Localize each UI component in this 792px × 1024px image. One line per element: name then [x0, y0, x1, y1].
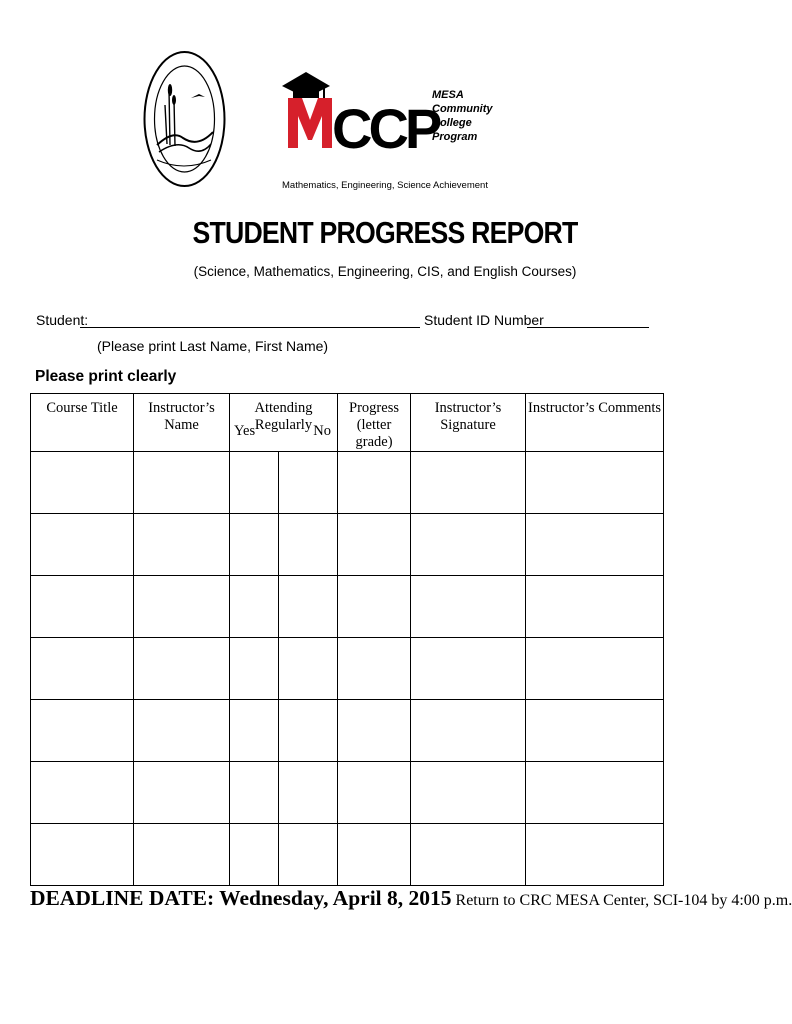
header-course-title: Course Title: [31, 394, 134, 452]
course-title-cell[interactable]: [31, 576, 134, 638]
attending-no-cell[interactable]: [279, 762, 338, 824]
college-seal-logo: [143, 50, 226, 188]
attending-yes-cell[interactable]: [230, 762, 279, 824]
signature-cell[interactable]: [411, 638, 526, 700]
progress-cell[interactable]: [338, 576, 411, 638]
attending-no-cell[interactable]: [279, 452, 338, 514]
svg-text:CCP: CCP: [332, 97, 439, 160]
progress-cell[interactable]: [338, 700, 411, 762]
print-name-note: (Please print Last Name, First Name): [97, 338, 329, 354]
instructor-name-cell[interactable]: [134, 762, 230, 824]
attending-no-cell[interactable]: [279, 638, 338, 700]
comments-cell[interactable]: [526, 576, 664, 638]
progress-sublabel: (letter grade): [355, 417, 393, 450]
svg-text:College: College: [432, 117, 472, 129]
header-instructor-comments: Instructor’s Comments: [526, 394, 664, 452]
table-row: [31, 452, 664, 514]
attending-no-label: No: [313, 423, 332, 439]
signature-cell[interactable]: [411, 514, 526, 576]
attending-yes-cell[interactable]: [230, 452, 279, 514]
attending-yes-cell[interactable]: [230, 824, 279, 886]
progress-cell[interactable]: [338, 514, 411, 576]
instructor-name-cell[interactable]: [134, 452, 230, 514]
progress-table: [30, 393, 664, 886]
table-row: [31, 700, 664, 762]
signature-cell[interactable]: [411, 576, 526, 638]
page-subtitle: (Science, Mathematics, Engineering, CIS, and English Courses): [193, 264, 577, 279]
comments-cell[interactable]: [526, 514, 664, 576]
progress-cell[interactable]: [338, 762, 411, 824]
signature-label-1: Instructor’s: [434, 400, 502, 416]
deadline-instructions: Return to CRC MESA Center, SCI-104 by 4:00 p.m.: [451, 892, 792, 909]
comments-cell[interactable]: [526, 700, 664, 762]
course-title-cell[interactable]: [31, 824, 134, 886]
course-title-cell[interactable]: [31, 514, 134, 576]
table-header-row: [31, 394, 664, 452]
student-name-field[interactable]: [80, 327, 420, 328]
comments-cell[interactable]: [526, 762, 664, 824]
progress-cell[interactable]: [338, 452, 411, 514]
student-id-label: Student ID Number: [424, 312, 544, 328]
instructor-name-cell[interactable]: [134, 638, 230, 700]
instructor-name-cell[interactable]: [134, 700, 230, 762]
course-title-cell[interactable]: [31, 762, 134, 824]
table-row: [31, 514, 664, 576]
svg-text:MESA: MESA: [432, 89, 464, 101]
instructor-name-cell[interactable]: [134, 824, 230, 886]
table-row: [31, 638, 664, 700]
svg-text:Program: Program: [432, 131, 478, 143]
signature-label-2: Signature: [440, 417, 496, 433]
table-row: [31, 762, 664, 824]
course-title-cell[interactable]: [31, 638, 134, 700]
comments-cell[interactable]: [526, 452, 664, 514]
header-progress: [338, 394, 411, 452]
signature-cell[interactable]: [411, 824, 526, 886]
mccp-program-logo: [280, 68, 493, 160]
table-row: [31, 576, 664, 638]
progress-cell[interactable]: [338, 638, 411, 700]
header-instructor-name: Instructor’s Name: [134, 394, 230, 452]
program-tagline: Mathematics, Engineering, Science Achievement: [282, 180, 488, 191]
deadline-notice: [30, 886, 792, 911]
attending-no-cell[interactable]: [279, 824, 338, 886]
progress-label: Progress: [349, 400, 399, 416]
instructor-name-cell[interactable]: [134, 514, 230, 576]
print-clearly-note: Please print clearly: [35, 368, 177, 385]
attending-no-cell[interactable]: [279, 514, 338, 576]
comments-cell[interactable]: [526, 638, 664, 700]
student-label: Student:: [36, 312, 89, 328]
table-row: [31, 824, 664, 886]
attending-yes-cell[interactable]: [230, 700, 279, 762]
attending-yes-cell[interactable]: [230, 638, 279, 700]
signature-cell[interactable]: [411, 452, 526, 514]
svg-text:Community: Community: [432, 103, 493, 115]
attending-no-cell[interactable]: [279, 700, 338, 762]
student-id-field[interactable]: [527, 327, 649, 328]
attending-label: Attending Regularly: [254, 400, 313, 433]
progress-cell[interactable]: [338, 824, 411, 886]
course-title-cell[interactable]: [31, 452, 134, 514]
attending-no-cell[interactable]: [279, 576, 338, 638]
page-title: STUDENT PROGRESS REPORT: [192, 215, 578, 250]
course-title-cell[interactable]: [31, 700, 134, 762]
header-instructor-signature: [411, 394, 526, 452]
attending-yes-cell[interactable]: [230, 514, 279, 576]
signature-cell[interactable]: [411, 762, 526, 824]
attending-yes-cell[interactable]: [230, 576, 279, 638]
attending-yes-label: Yes: [234, 423, 256, 439]
signature-cell[interactable]: [411, 700, 526, 762]
deadline-date: DEADLINE DATE: Wednesday, April 8, 2015: [30, 886, 452, 910]
comments-cell[interactable]: [526, 824, 664, 886]
instructor-name-cell[interactable]: [134, 576, 230, 638]
header-attending-regularly: [230, 394, 338, 452]
